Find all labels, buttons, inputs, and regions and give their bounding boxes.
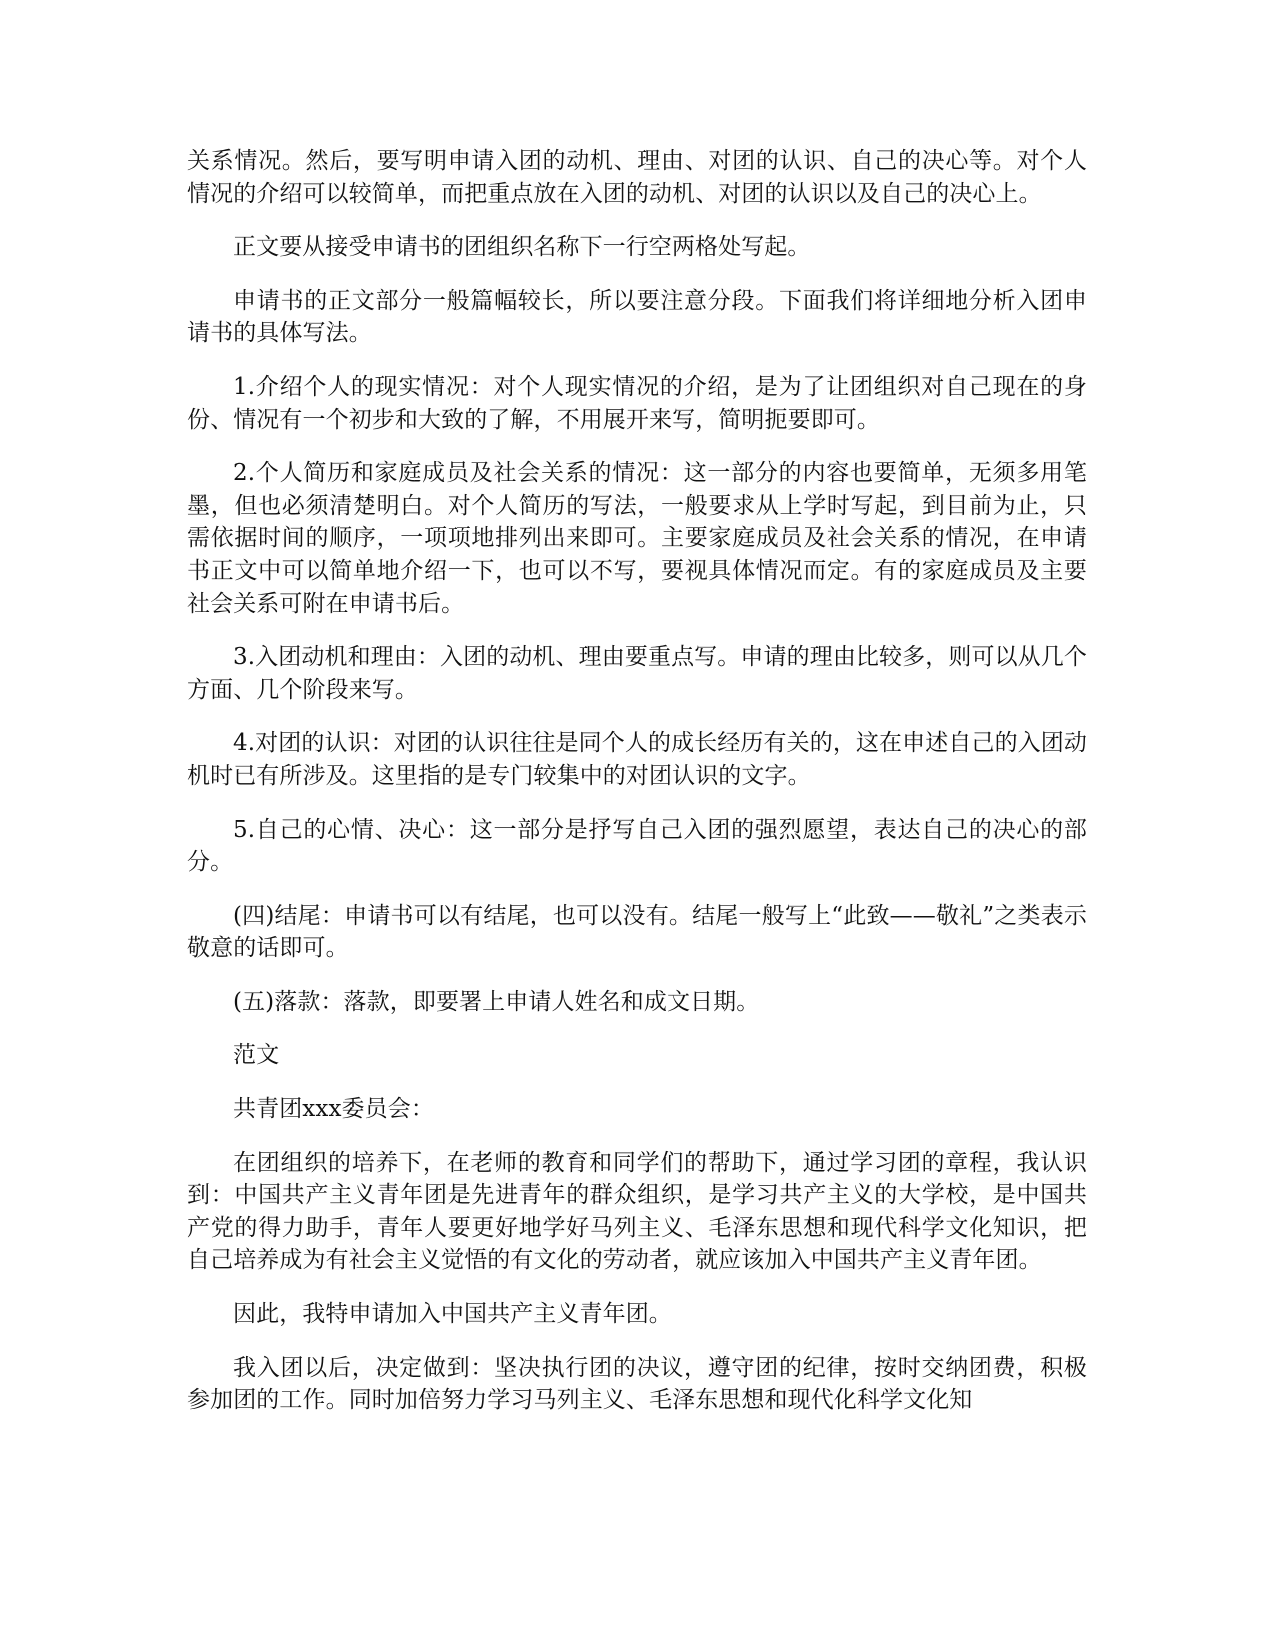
paragraph-continuation: 关系情况。然后，要写明申请入团的动机、理由、对团的认识、自己的决心等。对个人情况的介绍可以较简单，而把重点放在入团的动机、对团的认识以及自己的决心上。 xyxy=(187,148,1087,207)
list-item-1: 1.介绍个人的现实情况：对个人现实情况的介绍，是为了让团组织对自己现在的身份、情况有一个初步和大致的了解，不用展开来写，简明扼要即可。 xyxy=(187,373,1087,433)
paragraph-body-segments: 申请书的正文部分一般篇幅较长，所以要注意分段。下面我们将详细地分析入团申请书的具体写法。 xyxy=(187,287,1087,347)
document-body xyxy=(187,145,1087,1438)
list-item-3: 3.入团动机和理由：入团的动机、理由要重点写。申请的理由比较多，则可以从几个方面、几个阶段来写。 xyxy=(187,644,1087,703)
sample-paragraph-2: 因此，我特申请加入中国共产主义青年团。 xyxy=(233,1301,672,1328)
list-item-5: 5.自己的心情、决心：这一部分是抒写自己入团的强烈愿望，表达自己的决心的部分。 xyxy=(187,816,1087,876)
paragraph-body-start: 正文要从接受申请书的团组织名称下一行空两格处写起。 xyxy=(233,234,811,261)
list-item-2: 2.个人简历和家庭成员及社会关系的情况：这一部分的内容也要简单，无须多用笔墨，但也必须清楚明白。对个人简历的写法，一般要求从上学时写起，到目前为止，只需依据时间的顺序，一项项地排列出来即可。主要家庭成员及社会关系的情况，在申请书正文中可以简单地介绍一下，也可以不写，要视具体情况而定。有的家庭成员及主要社会关系可附在申请书后。 xyxy=(187,460,1087,617)
sample-heading: 范文 xyxy=(233,1042,280,1069)
section-signature: (五)落款：落款，即要署上申请人姓名和成文日期。 xyxy=(233,988,760,1015)
sample-paragraph-3: 我入团以后，决定做到：坚决执行团的决议，遵守团的纪律，按时交纳团费，积极参加团的工作。同时加倍努力学习马列主义、毛泽东思想和现代化科学文化知 xyxy=(187,1354,1087,1414)
section-ending: (四)结尾：申请书可以有结尾，也可以没有。结尾一般写上“此致——敬礼”之类表示敬意的话即可。 xyxy=(187,902,1087,962)
list-item-4: 4.对团的认识：对团的认识往往是同个人的成长经历有关的，这在申述自己的入团动机时已有所涉及。这里指的是专门较集中的对团认识的文字。 xyxy=(187,730,1087,789)
sample-paragraph-1: 在团组织的培养下，在老师的教育和同学们的帮助下，通过学习团的章程，我认识到：中国共产主义青年团是先进青年的群众组织，是学习共产主义的大学校，是中国共产党的得力助手，青年人要更好地学好马列主义、毛泽东思想和现代科学文化知识，把自己培养成为有社会主义觉悟的有文化的劳动者，就应该加入中国共产主义青年团。 xyxy=(187,1149,1087,1274)
sample-salutation: 共青团xxx委员会： xyxy=(233,1096,434,1123)
